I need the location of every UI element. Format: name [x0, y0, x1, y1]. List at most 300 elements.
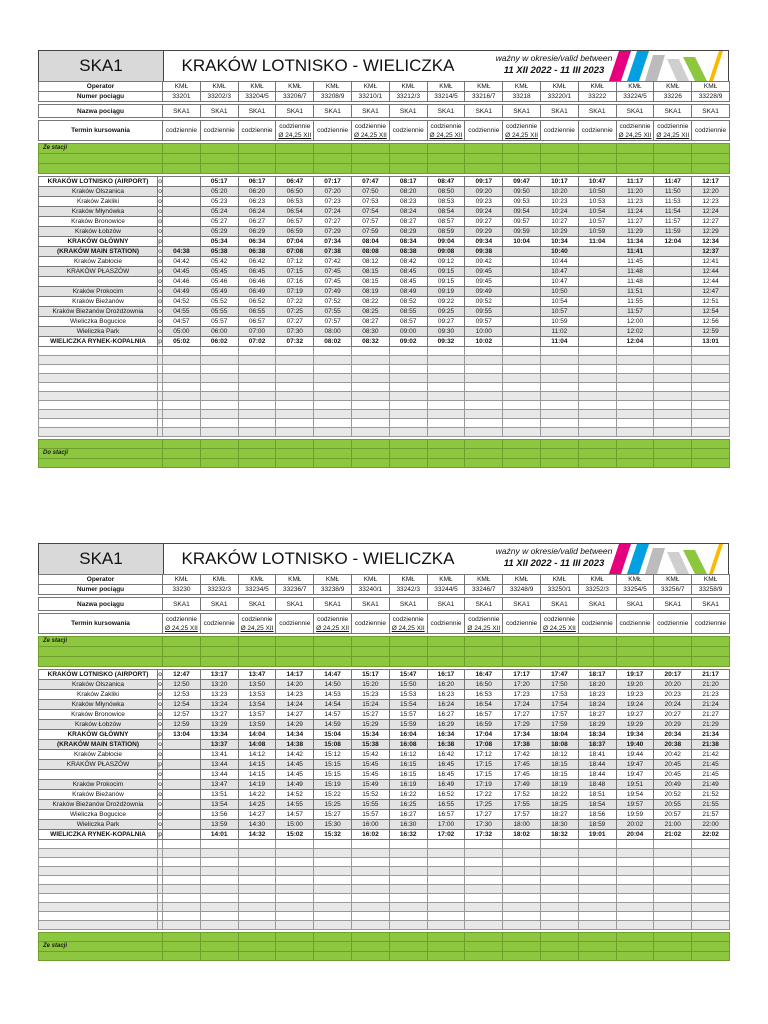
departure-time: 12:44 — [692, 267, 730, 277]
train-name-row — [39, 105, 730, 118]
empty-row — [39, 858, 730, 867]
operator-row-cell: KMŁ — [465, 82, 503, 92]
departure-time — [163, 207, 201, 217]
departure-time — [578, 267, 616, 277]
departure-time: 05:27 — [200, 217, 238, 227]
departure-time: 06:52 — [238, 297, 276, 307]
departure-time: 06:57 — [276, 217, 314, 227]
operator-row-cell: KMŁ — [276, 82, 314, 92]
station-name: (KRAKÓW MAIN STATION) — [39, 247, 158, 257]
departure-time — [163, 227, 201, 237]
departure-time: 14:08 — [238, 740, 276, 750]
departure-time: 06:20 — [238, 187, 276, 197]
stop-row — [39, 700, 730, 710]
departure-time: 20:45 — [654, 760, 692, 770]
route-title: KRAKÓW LOTNISKO - WIELICZKA — [181, 56, 455, 75]
station-name: Kraków Prokocim — [39, 287, 158, 297]
departure-time: 14:22 — [238, 790, 276, 800]
station-name: Kraków Młynówka — [39, 207, 158, 217]
days-text: codziennie — [695, 127, 727, 134]
departure-time: 21:20 — [692, 680, 730, 690]
departure-time: 10:20 — [540, 187, 578, 197]
operator-row-cell: KMŁ — [465, 575, 503, 585]
departure-time: 08:04 — [352, 237, 390, 247]
departure-time: 10:59 — [540, 317, 578, 327]
days-exception: Ø 24,25 XII — [429, 131, 463, 139]
train-name-row-cell: SKA1 — [503, 598, 541, 611]
train-number-row-cell: 33234/5 — [238, 585, 276, 595]
departure-time: 07:00 — [238, 327, 276, 337]
departure-time: 09:57 — [465, 317, 503, 327]
departure-time — [503, 287, 541, 297]
arrival-departure-marker: o — [158, 328, 162, 335]
departure-time: 18:29 — [578, 720, 616, 730]
operator-row — [39, 82, 730, 92]
departure-time: 15:25 — [314, 800, 352, 810]
departure-time: 16:20 — [427, 680, 465, 690]
train-name-row-cell: SKA1 — [616, 598, 654, 611]
departure-time: 12:20 — [692, 187, 730, 197]
departure-time: 14:27 — [276, 710, 314, 720]
departure-time: 06:02 — [200, 337, 238, 347]
days-cell — [540, 121, 578, 141]
days-cell — [503, 121, 541, 141]
departure-time: 14:15 — [238, 760, 276, 770]
departure-time: 12:47 — [163, 670, 201, 680]
departure-time: 09:04 — [427, 237, 465, 247]
days-cell — [540, 614, 578, 634]
departure-time: 07:53 — [352, 197, 390, 207]
departure-time: 12:53 — [163, 690, 201, 700]
empty-row — [39, 401, 730, 410]
operator-row-cell: KMŁ — [163, 82, 201, 92]
departure-time: 18:04 — [540, 730, 578, 740]
departure-time: 06:55 — [238, 307, 276, 317]
station-name: Kraków Bronowice — [39, 710, 158, 720]
days-cell — [389, 121, 427, 141]
departure-time: 15:23 — [352, 690, 390, 700]
departure-time: 15:30 — [314, 820, 352, 830]
departure-time — [578, 257, 616, 267]
train-number-row — [39, 585, 730, 595]
departure-time: 16:24 — [427, 700, 465, 710]
arrival-departure-marker: p — [158, 268, 162, 275]
days-text: codziennie — [657, 620, 689, 627]
days-cell — [163, 121, 201, 141]
departure-time: 11:59 — [654, 227, 692, 237]
days-text: codziennie — [543, 127, 575, 134]
departure-time: 04:49 — [163, 287, 201, 297]
operator-row-cell: KMŁ — [540, 575, 578, 585]
departure-time: 05:52 — [200, 297, 238, 307]
departure-time: 12:57 — [163, 710, 201, 720]
departure-time: 09:12 — [427, 257, 465, 267]
departure-time: 21:34 — [692, 730, 730, 740]
departure-time: 08:45 — [389, 267, 427, 277]
departure-time: 14:17 — [276, 670, 314, 680]
departure-time: 14:45 — [276, 760, 314, 770]
operator-row-cell: KMŁ — [200, 82, 238, 92]
stop-row — [39, 227, 730, 237]
departure-time — [163, 760, 201, 770]
departure-time: 08:00 — [314, 327, 352, 337]
departure-time: 15:27 — [352, 710, 390, 720]
operator-row-cell: KMŁ — [276, 575, 314, 585]
departure-time: 09:50 — [503, 187, 541, 197]
departure-time: 12:56 — [692, 317, 730, 327]
departure-time: 04:42 — [163, 257, 201, 267]
departure-time: 11:48 — [616, 267, 654, 277]
departure-time: 15:24 — [352, 700, 390, 710]
departure-time: 20:20 — [654, 680, 692, 690]
departure-time: 20:38 — [654, 740, 692, 750]
departure-time: 17:52 — [503, 790, 541, 800]
departure-time: 15:59 — [389, 720, 427, 730]
departure-time: 07:54 — [352, 207, 390, 217]
departure-time: 17:45 — [503, 770, 541, 780]
stop-row — [39, 187, 730, 197]
arrival-departure-marker: o — [158, 711, 162, 718]
train-name-row-cell: SKA1 — [465, 105, 503, 118]
station-name: Kraków Olszanica — [39, 187, 158, 197]
train-name-row-cell: SKA1 — [314, 598, 352, 611]
departure-time: 07:38 — [314, 247, 352, 257]
departure-time: 09:22 — [427, 297, 465, 307]
departure-time: 19:40 — [616, 740, 654, 750]
days-exception: Ø 24,25 XII — [656, 131, 690, 139]
arrival-departure-marker: p — [158, 761, 162, 768]
arrival-departure-marker: o — [158, 228, 162, 235]
departure-time: 19:24 — [616, 700, 654, 710]
departure-time — [654, 327, 692, 337]
timetable-header — [38, 543, 729, 574]
departure-time: 05:38 — [200, 247, 238, 257]
departure-time: 14:52 — [276, 790, 314, 800]
days-text: codziennie — [203, 127, 235, 134]
days-text: codziennie — [619, 122, 651, 130]
departure-time: 20:24 — [654, 700, 692, 710]
validity-dates: 11 XII 2022 - 11 III 2023 — [503, 558, 605, 569]
train-name-row-label: Nazwa pociągu — [39, 105, 163, 118]
departure-time: 14:53 — [314, 690, 352, 700]
days-text: codziennie — [317, 615, 349, 623]
departure-time: 12:50 — [163, 680, 201, 690]
departure-time: 07:15 — [276, 267, 314, 277]
arrival-departure-marker: o — [158, 188, 162, 195]
departure-time: 07:52 — [314, 297, 352, 307]
days-cell — [616, 121, 654, 141]
operator-row-cell: KMŁ — [200, 575, 238, 585]
departure-time: 22:00 — [692, 820, 730, 830]
station-name — [39, 277, 158, 287]
departure-time: 14:34 — [276, 730, 314, 740]
days-exception: Ø 24,25 XII — [316, 624, 350, 632]
departure-time: 08:20 — [389, 187, 427, 197]
departure-time: 15:38 — [352, 740, 390, 750]
train-name-row-cell: SKA1 — [352, 598, 390, 611]
departure-time: 14:30 — [238, 820, 276, 830]
days-text: codziennie — [392, 615, 424, 623]
days-exception: Ø 24,25 XII — [467, 624, 501, 632]
operator-row-cell: KMŁ — [163, 575, 201, 585]
arrival-departure-marker: o — [158, 178, 162, 185]
departure-time: 06:47 — [276, 177, 314, 187]
departure-time — [163, 750, 201, 760]
stop-row — [39, 237, 730, 247]
days-text: codziennie — [657, 122, 689, 130]
train-name-row-cell: SKA1 — [692, 598, 730, 611]
departure-time: 09:47 — [503, 177, 541, 187]
empty-row — [39, 921, 730, 930]
departure-time: 07:45 — [314, 277, 352, 287]
stop-row — [39, 750, 730, 760]
stop-row — [39, 670, 730, 680]
departure-time: 10:27 — [540, 217, 578, 227]
to-stations-label: Ze stacji — [39, 942, 163, 952]
days-exception: Ø 24,25 XII — [240, 624, 274, 632]
departure-time: 19:51 — [616, 780, 654, 790]
departure-time: 14:20 — [276, 680, 314, 690]
departure-time: 12:37 — [692, 247, 730, 257]
departure-time: 20:45 — [654, 770, 692, 780]
departure-time: 09:24 — [465, 207, 503, 217]
departure-time: 17:08 — [465, 740, 503, 750]
departure-time: 19:59 — [616, 810, 654, 820]
operator-row-cell: KMŁ — [314, 575, 352, 585]
departure-time: 12:04 — [654, 237, 692, 247]
departure-time: 19:29 — [616, 720, 654, 730]
departure-time: 07:30 — [276, 327, 314, 337]
departure-time — [503, 307, 541, 317]
departure-time: 21:57 — [692, 810, 730, 820]
stop-row — [39, 830, 730, 840]
stop-row — [39, 217, 730, 227]
train-number-row — [39, 92, 730, 102]
departure-time: 20:27 — [654, 710, 692, 720]
arrival-departure-marker: p — [158, 731, 162, 738]
departure-time: 06:59 — [276, 227, 314, 237]
stop-row — [39, 257, 730, 267]
departure-time: 15:42 — [352, 750, 390, 760]
departure-time: 19:54 — [616, 790, 654, 800]
departure-time: 13:37 — [200, 740, 238, 750]
operator-row-cell: KMŁ — [503, 575, 541, 585]
arrival-departure-marker: o — [158, 801, 162, 808]
departure-time: 09:53 — [503, 197, 541, 207]
departure-time: 11:55 — [616, 297, 654, 307]
departure-time: 20:55 — [654, 800, 692, 810]
train-name-row-label: Nazwa pociągu — [39, 598, 163, 611]
departure-time: 17:30 — [465, 820, 503, 830]
train-number-row-cell: 33224/5 — [616, 92, 654, 102]
days-exception: Ø 24,25 XII — [618, 131, 652, 139]
departure-time: 08:53 — [427, 197, 465, 207]
departure-time: 14:50 — [314, 680, 352, 690]
departure-time: 08:38 — [389, 247, 427, 257]
departure-time: 04:52 — [163, 297, 201, 307]
stop-row — [39, 327, 730, 337]
operator-row-cell: KMŁ — [616, 575, 654, 585]
departure-time: 08:29 — [389, 227, 427, 237]
departure-time — [578, 327, 616, 337]
departure-time: 16:08 — [389, 740, 427, 750]
operator-row-cell: KMŁ — [654, 575, 692, 585]
train-number-row-label: Numer pociągu — [39, 585, 163, 595]
operator-row-cell: KMŁ — [540, 82, 578, 92]
departure-time: 09:27 — [427, 317, 465, 327]
departure-time: 14:12 — [238, 750, 276, 760]
departure-time: 12:54 — [692, 307, 730, 317]
departure-time: 16:52 — [427, 790, 465, 800]
departure-time: 07:50 — [352, 187, 390, 197]
departure-time: 14:15 — [238, 770, 276, 780]
departure-time: 11:53 — [654, 197, 692, 207]
departure-time: 07:42 — [314, 257, 352, 267]
departure-time: 10:44 — [540, 257, 578, 267]
station-name: Kraków Prokocim — [39, 780, 158, 790]
departure-time — [654, 277, 692, 287]
departure-time: 11:23 — [616, 197, 654, 207]
operator-row-cell: KMŁ — [578, 82, 616, 92]
train-name-row-cell: SKA1 — [352, 105, 390, 118]
departure-time: 20:29 — [654, 720, 692, 730]
empty-row — [39, 347, 730, 356]
stop-row — [39, 207, 730, 217]
operator-row-cell: KMŁ — [427, 82, 465, 92]
departure-time: 13:51 — [200, 790, 238, 800]
train-number-row-cell: 33218 — [503, 92, 541, 102]
departure-time: 11:02 — [540, 327, 578, 337]
days-cell — [465, 614, 503, 634]
train-number-row-cell: 33212/3 — [389, 92, 427, 102]
days-cell — [616, 614, 654, 634]
station-name: Wieliczka Bogucice — [39, 810, 158, 820]
stop-row — [39, 297, 730, 307]
departure-time: 09:38 — [465, 247, 503, 257]
departure-time: 16:34 — [427, 730, 465, 740]
departure-time: 05:55 — [200, 307, 238, 317]
departure-time: 17:49 — [503, 780, 541, 790]
departure-time: 05:49 — [200, 287, 238, 297]
departure-time: 18:15 — [540, 770, 578, 780]
days-text: codziennie — [354, 620, 386, 627]
departure-time: 16:45 — [427, 760, 465, 770]
station-name: Kraków Zakliki — [39, 197, 158, 207]
departure-time: 17:45 — [503, 760, 541, 770]
empty-row — [39, 383, 730, 392]
departure-time: 12:29 — [692, 227, 730, 237]
departure-time: 12:51 — [692, 297, 730, 307]
departure-time: 15:20 — [352, 680, 390, 690]
departure-time: 17:53 — [540, 690, 578, 700]
departure-time: 17:20 — [503, 680, 541, 690]
departure-time: 14:25 — [238, 800, 276, 810]
departure-time: 07:57 — [352, 217, 390, 227]
departure-time: 17:12 — [465, 750, 503, 760]
departure-time: 08:57 — [427, 217, 465, 227]
departure-time: 15:45 — [352, 760, 390, 770]
station-name: Kraków Bronowice — [39, 217, 158, 227]
departure-time: 15:29 — [352, 720, 390, 730]
departure-time: 17:50 — [540, 680, 578, 690]
train-name-row-cell: SKA1 — [540, 598, 578, 611]
departure-time — [163, 810, 201, 820]
departure-time: 13:57 — [238, 710, 276, 720]
station-name: Kraków Olszanica — [39, 680, 158, 690]
departure-time: 18:30 — [540, 820, 578, 830]
departure-time: 07:34 — [314, 237, 352, 247]
arrival-departure-marker: o — [158, 671, 162, 678]
stop-row — [39, 277, 730, 287]
departure-time: 06:42 — [238, 257, 276, 267]
arrival-departure-marker: o — [158, 781, 162, 788]
departure-time: 08:12 — [352, 257, 390, 267]
train-name-row-cell: SKA1 — [389, 598, 427, 611]
departure-time: 07:08 — [276, 247, 314, 257]
days-exception: Ø 24,25 XII — [164, 624, 198, 632]
departure-time: 16:30 — [389, 820, 427, 830]
days-exception: Ø 24,25 XII — [391, 624, 425, 632]
departure-time: 16:57 — [465, 710, 503, 720]
days-cell — [692, 614, 730, 634]
departure-time: 17:57 — [540, 710, 578, 720]
station-name: Wieliczka Park — [39, 820, 158, 830]
train-name-row-cell: SKA1 — [163, 105, 201, 118]
empty-row — [39, 849, 730, 858]
departure-time: 14:55 — [276, 800, 314, 810]
departure-time: 21:42 — [692, 750, 730, 760]
departure-time: 12:34 — [692, 237, 730, 247]
departure-time: 08:27 — [352, 317, 390, 327]
departure-time: 08:23 — [389, 197, 427, 207]
departure-time — [654, 247, 692, 257]
departure-time: 09:25 — [427, 307, 465, 317]
stop-row — [39, 307, 730, 317]
timetable-table — [38, 81, 730, 468]
departure-time: 18:32 — [540, 830, 578, 840]
departure-time — [654, 257, 692, 267]
stop-row — [39, 770, 730, 780]
departure-time: 05:23 — [200, 197, 238, 207]
departure-time: 16:12 — [389, 750, 427, 760]
departure-time — [163, 770, 201, 780]
stop-row — [39, 740, 730, 750]
departure-time: 17:27 — [465, 810, 503, 820]
stop-row — [39, 720, 730, 730]
departure-time: 19:17 — [616, 670, 654, 680]
departure-time: 19:57 — [616, 800, 654, 810]
stop-row — [39, 267, 730, 277]
departure-time: 18:54 — [578, 800, 616, 810]
departure-time: 18:44 — [578, 760, 616, 770]
departure-time: 14:01 — [200, 830, 238, 840]
days-cell — [352, 121, 390, 141]
days-row-label: Termin kursowania — [39, 121, 163, 141]
departure-time: 17:04 — [465, 730, 503, 740]
departure-time: 16:55 — [427, 800, 465, 810]
departure-time: 09:30 — [427, 327, 465, 337]
arrival-departure-marker: o — [158, 198, 162, 205]
train-number-row-cell: 33228/9 — [692, 92, 730, 102]
departure-time: 13:44 — [200, 770, 238, 780]
departure-time: 17:15 — [465, 760, 503, 770]
departure-time: 07:45 — [314, 267, 352, 277]
station-name: KRAKÓW GŁÓWNY — [39, 730, 158, 740]
station-name — [39, 770, 158, 780]
departure-time: 17:19 — [465, 780, 503, 790]
days-text: codziennie — [203, 620, 235, 627]
departure-time: 08:15 — [352, 267, 390, 277]
